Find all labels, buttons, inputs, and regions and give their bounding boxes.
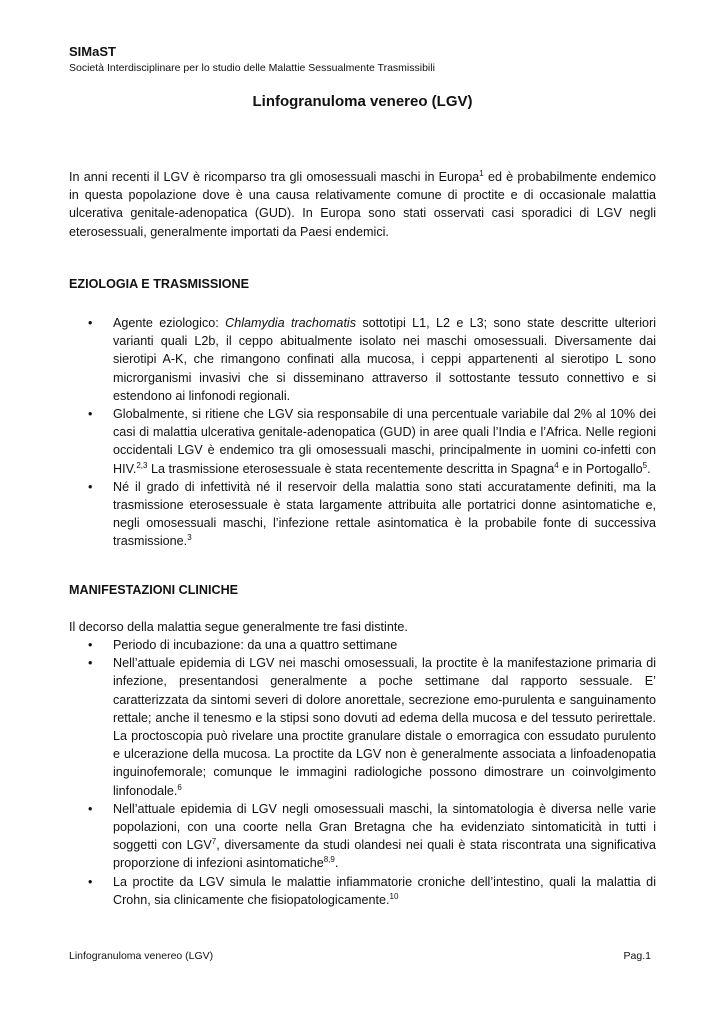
- item-text: Né il grado di infettività né il reservoir della malattia sono stati accuratamente definiti, ma la trasmissione eterosessuale è stata largamente attribuita alle portatrici donne asintomatiche e, negli omosessuali maschi, l’infezione rettale asintomatica è la probabile fonte di successiva trasmissione.: [113, 479, 656, 549]
- item-text: sottotipi L1, L2 e L3; sono state descritte ulteriori varianti quali L2b, il ceppo abitualmente isolato nei maschi omosessuali. Diversamente dai sierotipi A-K, che rimangono confinati alla mucosa, i ceppi appartenenti al sierotipo L sono microrganismi invasivi che si disseminano attraverso il sottostante tessuto connettivo e si estendono ai linfonodi regionali.: [113, 316, 657, 403]
- intro-paragraph: [69, 168, 656, 241]
- footnote-ref: 4: [554, 460, 559, 470]
- item-text: , diversamente da studi olandesi nei quali è stata riscontrata una significativa proporzione di infezioni asintomatiche: [113, 838, 656, 871]
- footer-title: Linfogranuloma venereo (LGV): [69, 950, 214, 962]
- bullet: •: [88, 407, 93, 422]
- item-text: La proctite da LGV simula le malattie infiammatorie croniche dell’intestino, quali la malattia di Crohn, sia clinicamente che fisiopatologicamente.: [113, 874, 656, 907]
- bullet: •: [88, 316, 93, 330]
- org-name: SIMaST: [69, 44, 116, 59]
- footnote-ref: 7: [211, 837, 217, 847]
- document-title: Linfogranuloma venereo (LGV): [252, 93, 473, 110]
- section-heading-eziologia: EZIOLOGIA E TRASMISSIONE: [69, 277, 250, 291]
- bullet: •: [88, 874, 93, 889]
- eziologia-list: [69, 314, 656, 551]
- footnote-ref: 6: [177, 782, 182, 792]
- list-item: [69, 654, 656, 800]
- list-item: [69, 800, 656, 873]
- item-text: Periodo di incubazione: da una a quattro settimane: [113, 638, 398, 652]
- footnote-ref: 10: [389, 891, 399, 901]
- org-full-name: Società Interdisciplinare per lo studio delle Malattie Sessualmente Trasmissibili: [69, 62, 435, 74]
- item-text: e in Portogallo: [558, 461, 643, 476]
- footnote-ref: 8,9: [323, 855, 335, 865]
- item-text: Nell’attuale epidemia di LGV nei maschi omosessuali, la proctite è la manifestazione primaria di infezione, presentandosi generalmente a poche settimane dal rapporto sessuale. E’ caratterizzata da sintomi severi di dolore anorettale, secrezione emo-purulenta e sanguinamento rettale; anche il tenesmo e la stipsi sono dovuti ad edema della mucosa e del tessuto perirettale. La proctoscopia può rivelare una proctite granulare distale o emorragica con essudato purulento e ulcerazione della mucosa. La proctite da LGV non è generalmente associata a linfoadenopatia inguinofemorale; comunque le immagini radiologiche possono dimostrare un coinvolgimento linfonodale.: [113, 656, 656, 798]
- list-item: [69, 873, 656, 909]
- bullet: •: [88, 801, 93, 816]
- intro-text-1: In anni recenti il LGV è ricomparso tra gli omosessuali maschi in Europa: [69, 170, 480, 184]
- manifestazioni-list: [69, 636, 656, 909]
- item-text: Globalmente, si ritiene che LGV sia responsabile di una percentuale variabile dal 2% al 10% dei casi di malattia ulcerativa genitale-adenopatica (GUD) in aree quali l’India e l’Africa. Nelle regioni occidentali LGV è endemico tra gli omosessuali maschi, principalmente in uomini co-infetti con HIV.: [113, 407, 656, 476]
- item-text: .: [647, 461, 651, 476]
- species-name: Chlamydia trachomatis: [225, 316, 357, 330]
- clinical-lead-paragraph: Il decorso della malattia segue generalmente tre fasi distinte.: [69, 620, 408, 634]
- bullet: •: [88, 638, 93, 652]
- list-item: [69, 405, 656, 478]
- footnote-ref: 2,3: [136, 460, 148, 470]
- intro-text-2: ed è probabilmente endemico in questa popolazione dove è una causa relativamente comune di proctite e di occasionale malattia ulcerativa genitale-adenopatica (GUD). In Europa sono stati osservati casi sporadici di LGV negli eterosessuali, generalmente importati da Paesi endemici.: [69, 170, 656, 239]
- bullet: •: [88, 479, 93, 494]
- page-number: Pag.1: [623, 950, 651, 962]
- item-text: Nell’attuale epidemia di LGV negli omosessuali maschi, la sintomatologia è diversa nelle varie popolazioni, con una coorte nella Gran Bretagna che ha evidenziato sintomaticità in tutti i soggetti con LGV: [113, 801, 656, 853]
- item-text: Agente eziologico:: [113, 316, 226, 330]
- list-item: [69, 478, 656, 551]
- section-heading-manifestazioni: MANIFESTAZIONI CLINICHE: [69, 583, 239, 597]
- footnote-ref: 1: [479, 169, 484, 178]
- list-item: [69, 314, 656, 405]
- footnote-ref: 3: [187, 533, 192, 543]
- list-item: [69, 636, 656, 654]
- item-text: .: [334, 856, 339, 871]
- bullet: •: [88, 656, 93, 671]
- footnote-ref: 5: [642, 460, 648, 470]
- item-text: La trasmissione eterosessuale è stata recentemente descritta in Spagna: [147, 461, 555, 476]
